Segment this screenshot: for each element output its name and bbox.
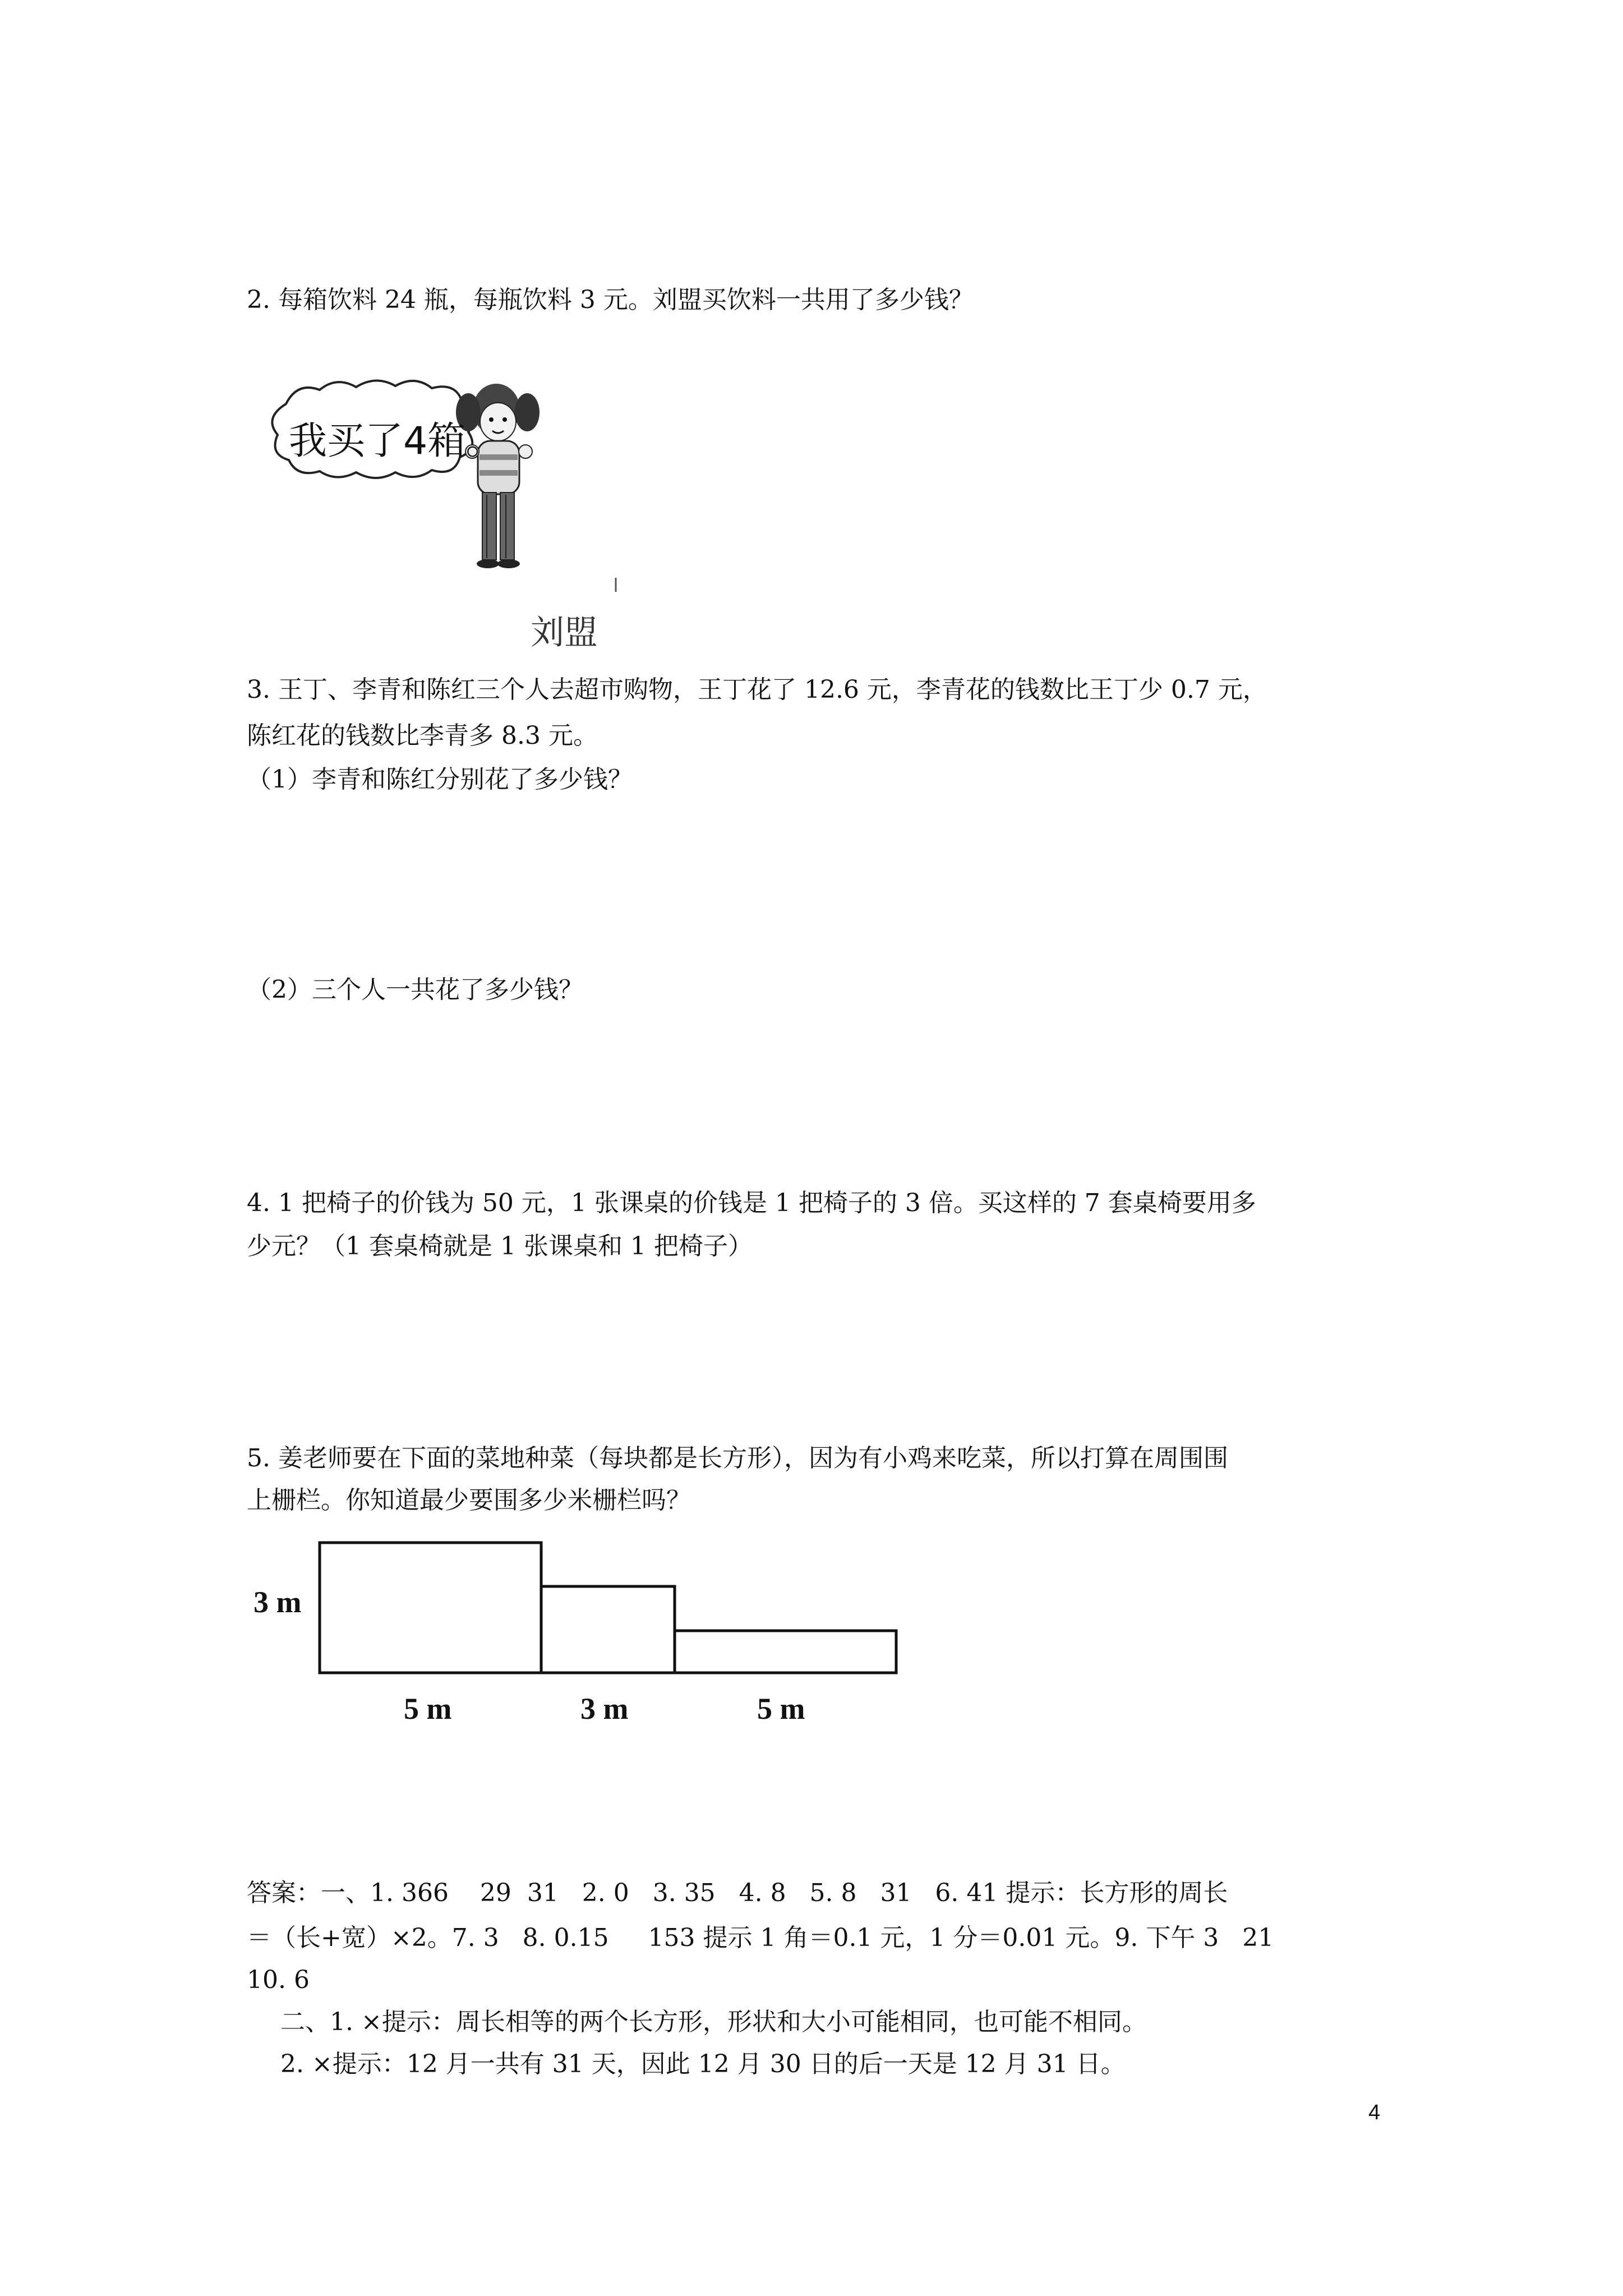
q5-line2: 上栅栏。你知道最少要围多少米栅栏吗？ bbox=[247, 1486, 691, 1515]
figure-name-label: 刘盟 bbox=[531, 613, 598, 652]
q4-line2: 少元？（1 套桌椅就是 1 张课桌和 1 把椅子） bbox=[247, 1232, 753, 1260]
width-label-3: 5 m bbox=[757, 1692, 805, 1726]
height-label: 3 m bbox=[253, 1585, 302, 1619]
q3-sub1: （1）李青和陈红分别花了多少钱？ bbox=[247, 765, 633, 794]
width-label-1: 5 m bbox=[404, 1692, 452, 1726]
answers-line5: 2. ×提示：12 月一共有 31 天，因此 12 月 30 日的后一天是 12 月 31 日。 bbox=[280, 2050, 1126, 2078]
page-number: 4 bbox=[1368, 2101, 1381, 2124]
q3-sub2: （2）三个人一共花了多少钱？ bbox=[247, 976, 583, 1004]
q3-line1: 3. 王丁、李青和陈红三个人去超市购物，王丁花了 12.6 元，李青花的钱数比王丁少 0.7 元， bbox=[247, 675, 1267, 704]
garden-diagram bbox=[236, 1537, 965, 1761]
q2-text: 2. 每箱饮料 24 瓶，每瓶饮料 3 元。刘盟买饮料一共用了多少钱？ bbox=[247, 286, 974, 314]
answers-line2: ＝（长+宽）×2。7. 3 8. 0.15 153 提示 1 角＝0.1 元，1 分＝0.01 元。9. 下午 3 21 bbox=[247, 1924, 1274, 1952]
width-label-2: 3 m bbox=[580, 1692, 629, 1726]
plot-medium bbox=[541, 1586, 675, 1673]
plot-large bbox=[320, 1543, 541, 1673]
q5-line1: 5. 姜老师要在下面的菜地种菜（每块都是长方形），因为有小鸡来吃菜，所以打算在周围围 bbox=[247, 1444, 1228, 1473]
answers-line3: 10. 6 bbox=[247, 1966, 310, 1994]
speech-bubble-text: 我买了4箱。 bbox=[289, 419, 504, 463]
garden-plots bbox=[236, 1537, 965, 1761]
answers-line1: 答案：一、1. 366 29 31 2. 0 3. 35 4. 8 5. 8 31 6. 41 提示：长方形的周长 bbox=[247, 1879, 1228, 1907]
plot-small bbox=[675, 1631, 896, 1673]
q3-line2: 陈红花的钱数比李青多 8.3 元。 bbox=[247, 721, 598, 750]
answers-line4: 二、1. ×提示：周长相等的两个长方形，形状和大小可能相同，也可能不相同。 bbox=[280, 2008, 1147, 2036]
q4-line1: 4. 1 把椅子的价钱为 50 元，1 张课桌的价钱是 1 把椅子的 3 倍。买这样的 7 套桌椅要用多 bbox=[247, 1189, 1256, 1217]
